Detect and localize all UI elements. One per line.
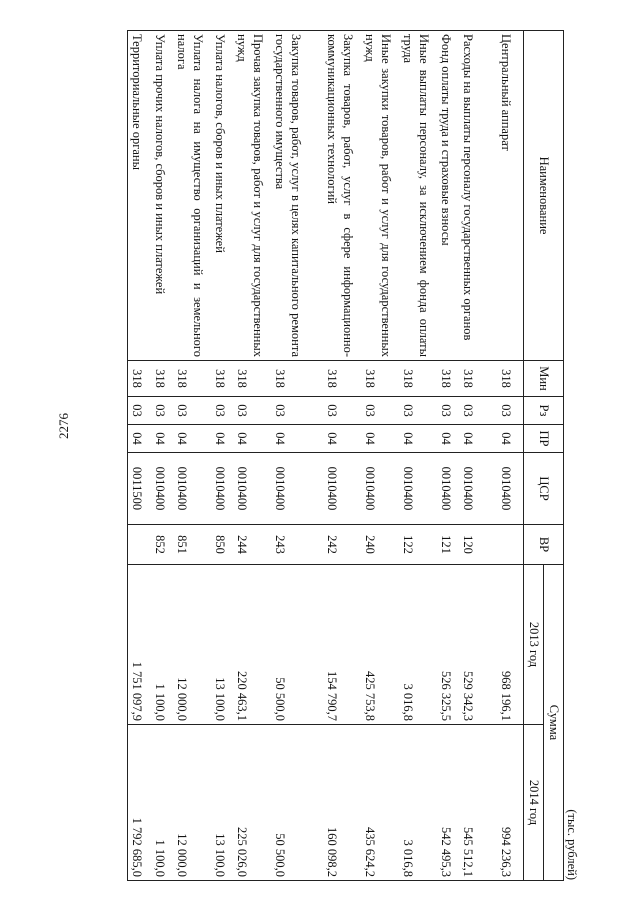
row-name: Прочая закупка товаров, работ и услуг для государственных нужд	[234, 31, 272, 361]
row-sum-2014: 542 495,3	[438, 725, 460, 881]
table-row	[152, 31, 174, 881]
row-min: 318	[128, 361, 152, 397]
table-body	[128, 31, 524, 881]
row-pr: 04	[498, 425, 524, 453]
units-note: (тыс. рублей)	[565, 809, 579, 880]
row-name: Уплата прочих налогов, сборов и иных платежей	[152, 31, 174, 361]
row-csr: 0010400	[460, 453, 498, 525]
row-sum-2013: 1 100,0	[152, 565, 174, 725]
row-pr: 04	[362, 425, 400, 453]
row-name: Закупка товаров, работ, услуг в сфере информационно-коммуникационных технологий	[324, 31, 362, 361]
row-sum-2013: 12 000,0	[174, 565, 212, 725]
header-rz: Рз	[524, 397, 564, 425]
row-csr: 0010400	[212, 453, 234, 525]
row-vr: 120	[460, 525, 498, 565]
row-csr: 0010400	[324, 453, 362, 525]
row-rz: 03	[272, 397, 324, 425]
table-row	[460, 31, 498, 881]
row-vr: 851	[174, 525, 212, 565]
page-number: 2276	[56, 413, 71, 439]
row-rz: 03	[234, 397, 272, 425]
row-csr: 0010400	[400, 453, 438, 525]
row-rz: 03	[438, 397, 460, 425]
row-vr: 240	[362, 525, 400, 565]
row-name: Иные закупки товаров, работ и услуг для государственных нужд	[362, 31, 400, 361]
row-vr	[498, 525, 524, 565]
row-pr: 04	[152, 425, 174, 453]
table-row	[212, 31, 234, 881]
table-row	[272, 31, 324, 881]
row-csr: 0010400	[362, 453, 400, 525]
row-sum-2013: 13 100,0	[212, 565, 234, 725]
table-row	[400, 31, 438, 881]
row-sum-2014: 13 100,0	[212, 725, 234, 881]
table-row	[128, 31, 152, 881]
header-csr: ЦСР	[524, 453, 564, 525]
table-header	[524, 31, 564, 881]
row-sum-2014: 12 000,0	[174, 725, 212, 881]
row-sum-2013: 154 790,7	[324, 565, 362, 725]
row-pr: 04	[324, 425, 362, 453]
row-rz: 03	[460, 397, 498, 425]
row-min: 318	[400, 361, 438, 397]
row-vr: 122	[400, 525, 438, 565]
row-min: 318	[460, 361, 498, 397]
row-name: Уплата налога на имущество организаций и земельного налога	[174, 31, 212, 361]
row-min: 318	[324, 361, 362, 397]
row-name: Уплата налогов, сборов и иных платежей	[212, 31, 234, 361]
row-sum-2013: 968 196,1	[498, 565, 524, 725]
row-sum-2013: 526 325,5	[438, 565, 460, 725]
row-pr: 04	[460, 425, 498, 453]
row-rz: 03	[152, 397, 174, 425]
row-vr: 850	[212, 525, 234, 565]
row-vr	[128, 525, 152, 565]
row-vr: 244	[234, 525, 272, 565]
header-min: Мин	[524, 361, 564, 397]
budget-table	[127, 30, 564, 881]
row-csr: 0010400	[234, 453, 272, 525]
row-rz: 03	[174, 397, 212, 425]
row-name: Территориальные органы	[128, 31, 152, 361]
row-rz: 03	[498, 397, 524, 425]
row-rz: 03	[128, 397, 152, 425]
row-csr: 0010400	[438, 453, 460, 525]
row-pr: 04	[272, 425, 324, 453]
table-row	[438, 31, 460, 881]
row-min: 318	[174, 361, 212, 397]
row-rz: 03	[212, 397, 234, 425]
row-sum-2014: 160 098,2	[324, 725, 362, 881]
rotated-page-content	[127, 30, 580, 880]
row-csr: 0010400	[272, 453, 324, 525]
row-min: 318	[272, 361, 324, 397]
header-pr: ПР	[524, 425, 564, 453]
row-csr: 0010400	[152, 453, 174, 525]
row-csr: 0010400	[174, 453, 212, 525]
row-sum-2013: 50 500,0	[272, 565, 324, 725]
table-row	[498, 31, 524, 881]
table-row	[324, 31, 362, 881]
row-sum-2014: 3 016,8	[400, 725, 438, 881]
row-name: Фонд оплаты труда и страховые взносы	[438, 31, 460, 361]
table-row	[362, 31, 400, 881]
row-sum-2014: 545 512,1	[460, 725, 498, 881]
row-pr: 04	[400, 425, 438, 453]
table-row	[234, 31, 272, 881]
table-row	[174, 31, 212, 881]
row-sum-2014: 1 792 685,0	[128, 725, 152, 881]
row-min: 318	[212, 361, 234, 397]
row-min: 318	[498, 361, 524, 397]
header-vr: ВР	[524, 525, 564, 565]
row-vr: 121	[438, 525, 460, 565]
row-rz: 03	[324, 397, 362, 425]
header-year-2014: 2014 год	[524, 725, 544, 881]
row-name: Закупка товаров, работ, услуг в целях капитального ремонта государственного имущества	[272, 31, 324, 361]
row-pr: 04	[212, 425, 234, 453]
row-min: 318	[438, 361, 460, 397]
header-year-2013: 2013 год	[524, 565, 544, 725]
row-pr: 04	[128, 425, 152, 453]
row-csr: 0011500	[128, 453, 152, 525]
row-pr: 04	[174, 425, 212, 453]
row-sum-2013: 529 342,3	[460, 565, 498, 725]
header-sum: Сумма	[544, 565, 564, 881]
row-pr: 04	[234, 425, 272, 453]
row-rz: 03	[400, 397, 438, 425]
row-name: Центральный аппарат	[498, 31, 524, 361]
row-min: 318	[362, 361, 400, 397]
row-name: Расходы на выплаты персоналу государственных органов	[460, 31, 498, 361]
row-vr: 242	[324, 525, 362, 565]
row-min: 318	[234, 361, 272, 397]
row-sum-2013: 1 751 097,9	[128, 565, 152, 725]
row-pr: 04	[438, 425, 460, 453]
row-sum-2014: 225 026,0	[234, 725, 272, 881]
row-name: Иные выплаты персоналу, за исключением фонда оплаты труда	[400, 31, 438, 361]
row-vr: 243	[272, 525, 324, 565]
row-sum-2013: 220 463,1	[234, 565, 272, 725]
row-min: 318	[152, 361, 174, 397]
row-sum-2014: 994 236,3	[498, 725, 524, 881]
header-name: Наименование	[524, 31, 564, 361]
row-sum-2013: 425 753,8	[362, 565, 400, 725]
row-sum-2014: 1 100,0	[152, 725, 174, 881]
row-sum-2014: 50 500,0	[272, 725, 324, 881]
row-sum-2014: 435 624,2	[362, 725, 400, 881]
row-sum-2013: 3 016,8	[400, 565, 438, 725]
row-csr: 0010400	[498, 453, 524, 525]
row-rz: 03	[362, 397, 400, 425]
row-vr: 852	[152, 525, 174, 565]
